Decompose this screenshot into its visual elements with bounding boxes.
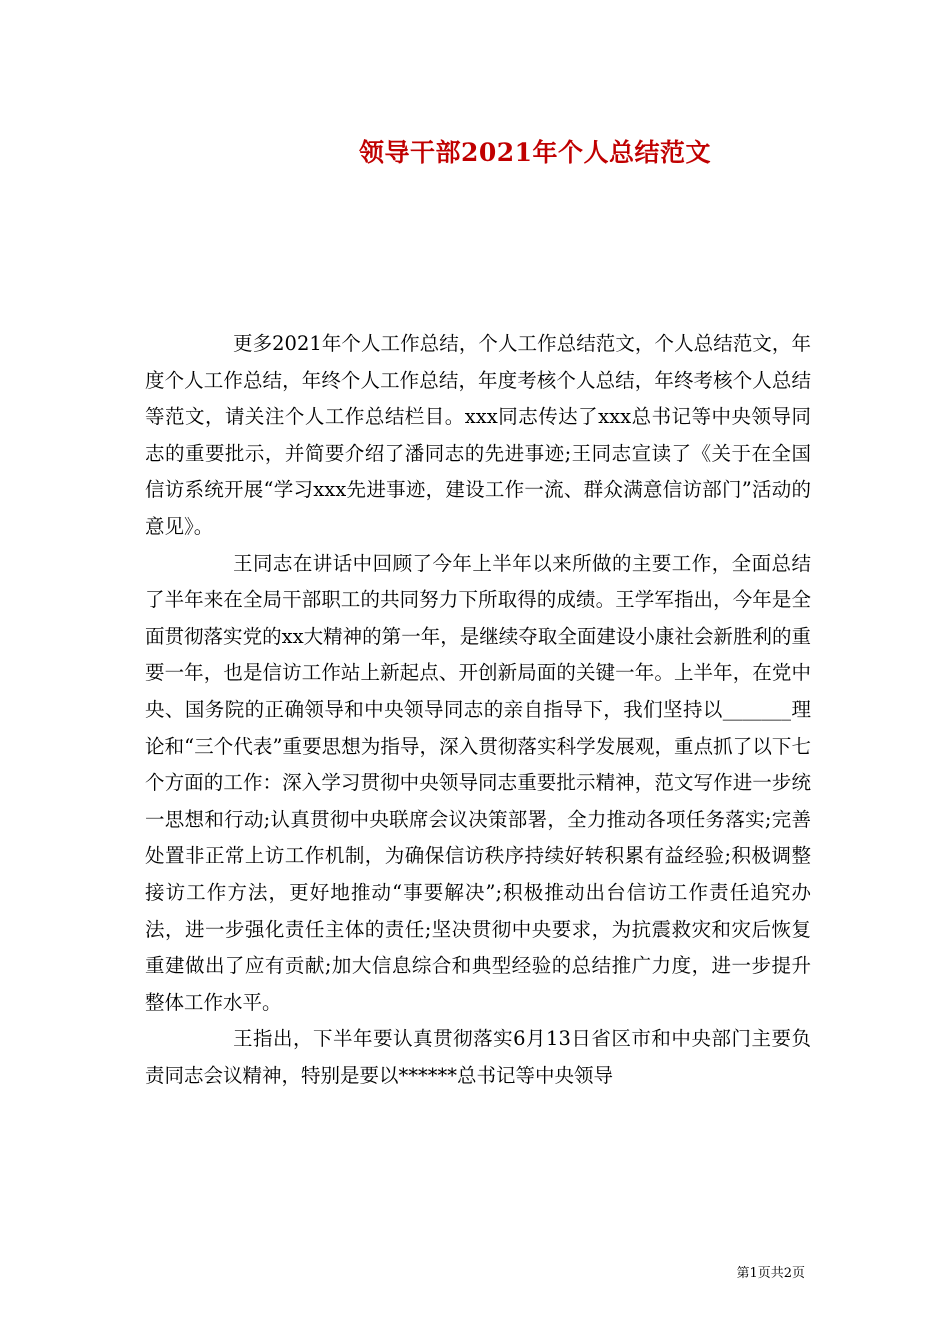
paragraph-1: 更多2021年个人工作总结，个人工作总结范文，个人总结范文，年度个人工作总结，年终个人工作总结，年度考核个人总结，年终考核个人总结等范文，请关注个人工作总结栏目。xxx同志传达了xxx总书记等中央领导同志的重要批示，并简要介绍了潘同志的先进事迹;王同志宣读了《关于在全国信访系统开展“学习xxx先进事迹，建设工作一流、群众满意信访部门”活动的意见》。 [145,332,811,538]
page-footer: 第1页共2页 [736,1266,805,1281]
paragraph-3: 王指出，下半年要认真贯彻落实6月13日省区市和中央部门主要负责同志会议精神，特别是要以******总书记等中央领导 [145,1027,811,1087]
document-body [145,326,811,1094]
document-title [0,133,950,169]
document-title-text: 领导干部2021年个人总结范文 [358,138,712,167]
paragraph-2: 王同志在讲话中回顾了今年上半年以来所做的主要工作，全面总结了半年来在全局干部职工的共同努力下所取得的成绩。王学军指出，今年是全面贯彻落实党的xx大精神的第一年，是继续夺取全面建设小康社会新胜利的重要一年，也是信访工作站上新起点、开创新局面的关键一年。上半年，在党中央、国务院的正确领导和中央领导同志的亲自指导下，我们坚持以_______理论和“三个代表”重要思想为指导，深入贯彻落实科学发展观，重点抓了以下七个方面的工作：深入学习贯彻中央领导同志重要批示精神，范文写作进一步统一思想和行动;认真贯彻中央联席会议决策部署，全力推动各项任务落实;完善处置非正常上访工作机制，为确保信访秩序持续好转积累有益经验;积极调整接访工作方法，更好地推动“事要解决”;积极推动出台信访工作责任追究办法，进一步强化责任主体的责任;坚决贯彻中央要求，为抗震救灾和灾后恢复重建做出了应有贡献;加大信息综合和典型经验的总结推广力度，进一步提升整体工作水平。 [145,551,811,1014]
